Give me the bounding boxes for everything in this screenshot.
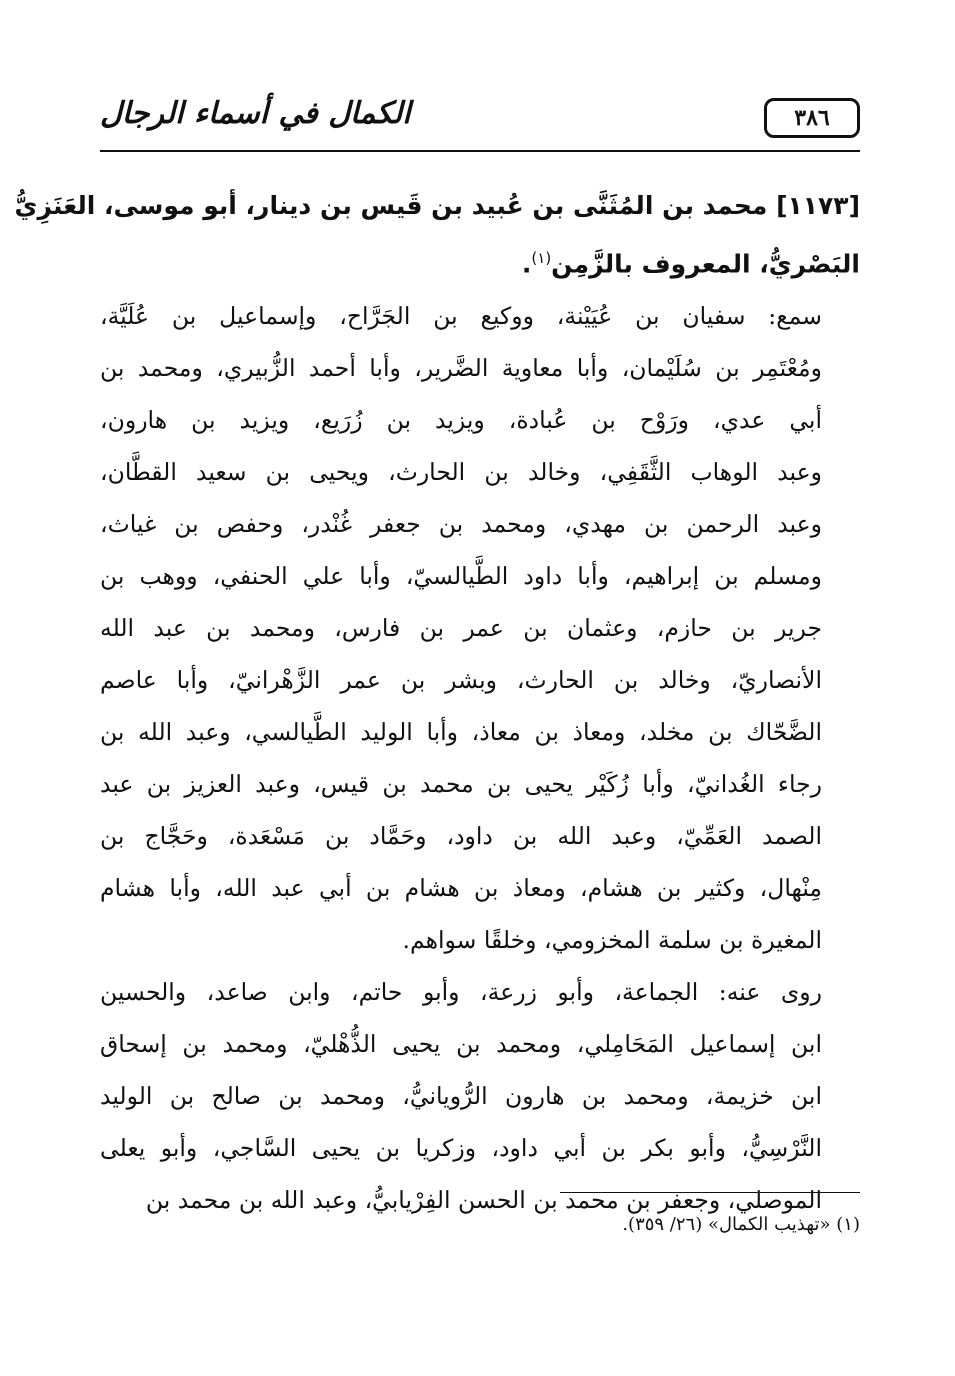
text-line: ابن إسماعيل المَحَامِلي، ومحمد بن يحيى الذُّهْليّ، ومحمد بن إسحاق xyxy=(100,1030,822,1059)
text-line: النَّرْسِيُّ، وأبو بكر بن أبي داود، وزكريا بن يحيى السَّاجي، وأبو يعلى xyxy=(100,1134,822,1163)
heading-line-2 xyxy=(100,232,860,290)
text-line: وعبد الوهاب الثَّقَفِي، وخالد بن الحارث، ويحيى بن سعيد القطَّان، xyxy=(100,458,822,487)
text-line: جرير بن حازم، وعثمان بن عمر بن فارس، ومحمد بن عبد الله xyxy=(100,614,822,643)
text-line: الضَّحّاك بن مخلد، ومعاذ بن معاذ، وأبا الوليد الطَّيالسي، وعبد الله بن xyxy=(100,718,822,747)
text-line: روى عنه: الجماعة، وأبو زرعة، وأبو حاتم، وابن صاعد، والحسين xyxy=(100,978,822,1007)
footnote: (١) «تهذيب الكمال» (٢٦/ ٣٥٩). xyxy=(622,1214,860,1235)
text-line: مِنْهال، وكثير بن هشام، ومعاذ بن هشام بن أبي عبد الله، وأبا هشام xyxy=(100,874,822,903)
text-line: وعبد الرحمن بن مهدي، ومحمد بن جعفر غُنْدر، وحفص بن غياث، xyxy=(100,510,822,539)
page-body xyxy=(14,180,860,1226)
text-line: الأنصاريّ، وخالد بن الحارث، وبشر بن عمر الزَّهْرانيّ، وأبا عاصم xyxy=(100,666,822,695)
heading-line-2-text: البَصْريُّ، المعروف بالزَّمِن xyxy=(551,249,860,279)
text-line: ابن خزيمة، ومحمد بن هارون الرُّويانيُّ، ومحمد بن صالح بن الوليد xyxy=(100,1082,822,1111)
text-line: ومسلم بن إبراهيم، وأبا داود الطَّيالسيّ، وأبا علي الحنفي، ووهب بن xyxy=(100,562,822,591)
text-line: سمع: سفيان بن عُيَيْنة، ووكيع بن الجَرَّاح، وإسماعيل بن عُلَيَّة، xyxy=(100,302,822,331)
page-header xyxy=(100,88,860,150)
header-divider xyxy=(100,150,860,152)
book-title: الكمال في أسماء الرجال xyxy=(100,96,411,131)
page-number: ٣٨٦ xyxy=(764,98,860,138)
heading-line-1: [١١٧٣] محمد بن المُثَنَّى بن عُبيد بن قَيس بن دينار، أبو موسى، العَنَزِيُّ xyxy=(14,191,860,220)
text-line: المغيرة بن سلمة المخزومي، وخلقًا سواهم. xyxy=(402,926,822,955)
text-line: أبي عدي، ورَوْح بن عُبادة، ويزيد بن زُرَيع، ويزيد بن هارون، xyxy=(100,406,822,435)
text-line: رجاء الغُدانيّ، وأبا زُكَيْر يحيى بن محمد بن قيس، وعبد العزيز بن عبد xyxy=(100,770,822,799)
entry-heading xyxy=(14,180,860,290)
paragraph-students xyxy=(100,966,860,1226)
text-line: ومُعْتَمِر بن سُلَيْمان، وأبا معاوية الضَّرير، وأبا أحمد الزُّبيري، ومحمد بن xyxy=(100,354,822,383)
paragraph-teachers xyxy=(100,290,860,966)
footnote-reference: (١) xyxy=(531,249,552,267)
text-line: الصمد العَمِّيّ، وعبد الله بن داود، وحَمَّاد بن مَسْعَدة، وحَجَّاج بن xyxy=(100,822,822,851)
footnote-divider xyxy=(560,1192,860,1193)
heading-end-mark: . xyxy=(521,249,532,279)
text-line: الموصلي، وجعفر بن محمد بن الحسن الفِرْيابيُّ، وعبد الله بن محمد بن xyxy=(145,1186,822,1215)
